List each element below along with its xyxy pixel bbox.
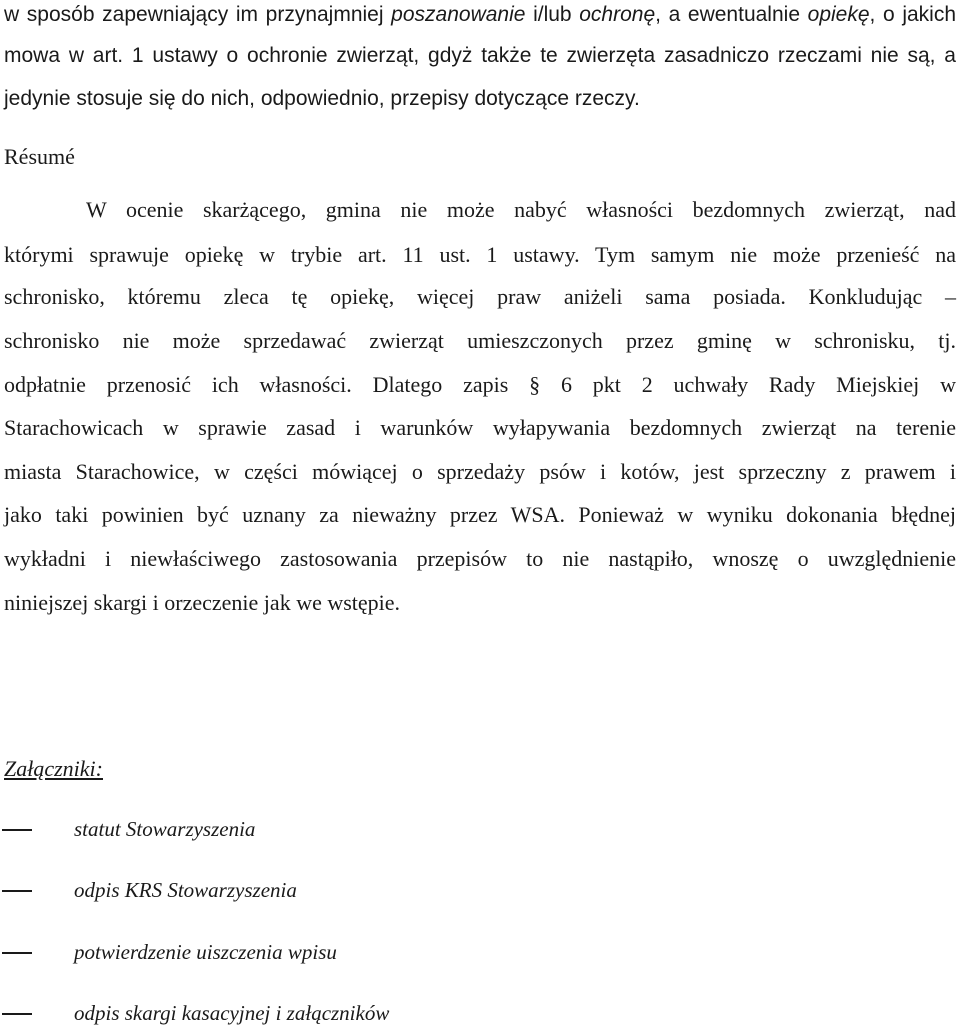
resume-line-5: odpłatnie przenosić ich własności. Dlatego zapis § 6 pkt 2 uchwały Rady Miejskiej w — [4, 372, 956, 397]
emphasis-poszanowanie: poszanowanie — [391, 3, 526, 26]
attachment-label: odpis KRS Stowarzyszenia — [74, 878, 297, 902]
intro-line-3: jedynie stosuje się do nich, odpowiednio, przepisy dotyczące rzeczy. — [4, 87, 640, 110]
resume-line-7: miasta Starachowice, w części mówiącej o sprzedaży psów i kotów, jest sprzeczny z prawem i — [4, 459, 956, 484]
dash-bullet-icon — [2, 890, 32, 892]
attachment-label: potwierdzenie uiszczenia wpisu — [74, 940, 337, 964]
intro-line-2: mowa w art. 1 ustawy o ochronie zwierząt, gdyż także te zwierzęta zasadniczo rzeczami nie są, a — [4, 44, 956, 67]
resume-line-9: wykładni i niewłaściwego zastosowania przepisów to nie nastąpiło, wnoszę o uwzględnienie — [4, 546, 956, 571]
intro-line-1 — [4, 0, 956, 30]
resume-line-8: jako taki powinien być uznany za nieważny przez WSA. Ponieważ w wyniku dokonania błędnej — [4, 502, 956, 527]
dash-bullet-icon — [2, 829, 32, 831]
resume-line-2: którymi sprawuje opiekę w trybie art. 11 ust. 1 ustawy. Tym samym nie może przenieść na — [4, 242, 956, 267]
emphasis-ochrone: ochronę — [579, 3, 656, 26]
attachment-item — [0, 814, 960, 844]
intro-text: , a ewentualnie — [655, 3, 808, 26]
resume-heading: Résumé — [4, 144, 75, 169]
dash-bullet-icon — [2, 1013, 32, 1015]
resume-line-6: Starachowicach w sprawie zasad i warunków wyłapywania bezdomnych zwierząt na terenie — [4, 415, 956, 440]
intro-text: w sposób zapewniający im przynajmniej — [4, 3, 392, 26]
resume-line-4: schronisko nie może sprzedawać zwierząt umieszczonych przez gminę w schronisku, tj. — [4, 328, 956, 353]
attachment-item — [0, 937, 960, 967]
emphasis-opieke: opiekę — [807, 3, 870, 26]
dash-bullet-icon — [2, 952, 32, 954]
attachments-heading: Załączniki: — [4, 756, 103, 781]
resume-line-3: schronisko, któremu zleca tę opiekę, więcej praw aniżeli sama posiada. Konkludując – — [4, 284, 956, 309]
intro-text: i/lub — [525, 3, 580, 26]
attachment-item — [0, 998, 960, 1028]
intro-text: , o jakich — [869, 3, 957, 26]
attachment-label: odpis skargi kasacyjnej i załączników — [74, 1001, 390, 1025]
resume-line-1: W ocenie skarżącego, gmina nie może nabyć własności bezdomnych zwierząt, nad — [86, 197, 956, 222]
resume-line-10: niniejszej skargi i orzeczenie jak we wstępie. — [4, 590, 401, 615]
attachment-label: statut Stowarzyszenia — [74, 817, 256, 841]
attachment-item — [0, 875, 960, 905]
